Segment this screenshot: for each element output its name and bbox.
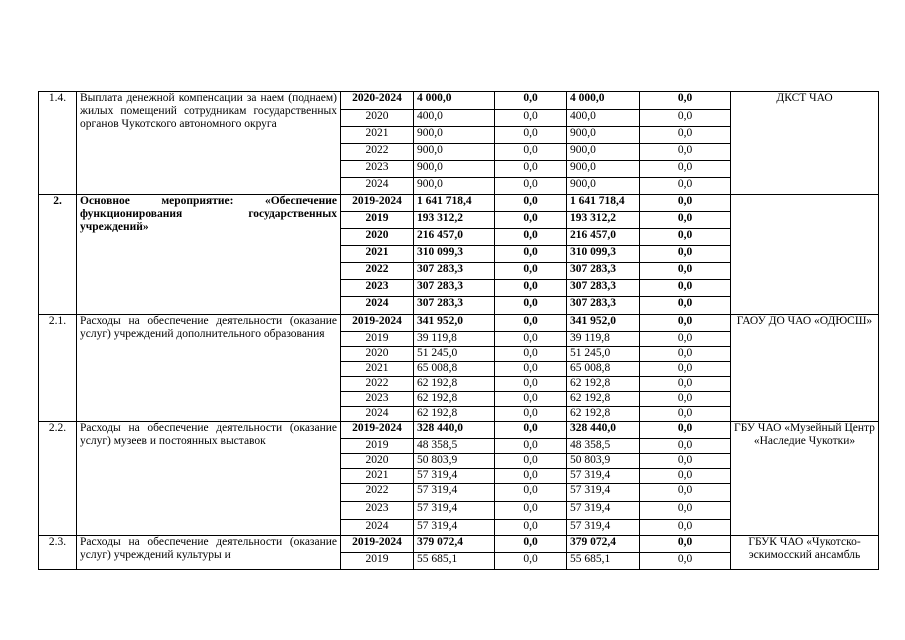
federal-budget-cell: 0,0: [495, 377, 567, 392]
period-cell: 2021: [341, 246, 414, 263]
district-budget-cell: 55 685,1: [567, 553, 640, 570]
federal-budget-cell: 0,0: [495, 484, 567, 502]
item-name: Выплата денежной компенсации за наем (поднаем) жилых помещений сотрудникам государственных органов Чукотского автономного округа: [77, 92, 341, 195]
item-index: 2.2.: [39, 422, 77, 536]
other-sources-cell: 0,0: [640, 246, 731, 263]
federal-budget-cell: 0,0: [495, 178, 567, 195]
federal-budget-cell: 0,0: [495, 407, 567, 422]
other-sources-cell: 0,0: [640, 520, 731, 536]
period-cell: 2020: [341, 454, 414, 469]
federal-budget-cell: 0,0: [495, 195, 567, 212]
federal-budget-cell: 0,0: [495, 315, 567, 332]
period-cell: 2022: [341, 484, 414, 502]
federal-budget-cell: 0,0: [495, 92, 567, 110]
total-cell: 57 319,4: [414, 484, 495, 502]
total-cell: 216 457,0: [414, 229, 495, 246]
period-cell: 2024: [341, 297, 414, 315]
federal-budget-cell: 0,0: [495, 161, 567, 178]
other-sources-cell: 0,0: [640, 195, 731, 212]
district-budget-cell: 328 440,0: [567, 422, 640, 439]
other-sources-cell: 0,0: [640, 347, 731, 362]
total-cell: 307 283,3: [414, 263, 495, 280]
other-sources-cell: 0,0: [640, 127, 731, 144]
other-sources-cell: 0,0: [640, 263, 731, 280]
district-budget-cell: 900,0: [567, 144, 640, 161]
district-budget-cell: 900,0: [567, 178, 640, 195]
federal-budget-cell: 0,0: [495, 212, 567, 229]
district-budget-cell: 57 319,4: [567, 502, 640, 520]
item-index: 2.: [39, 195, 77, 315]
other-sources-cell: 0,0: [640, 332, 731, 347]
district-budget-cell: 65 008,8: [567, 362, 640, 377]
federal-budget-cell: 0,0: [495, 246, 567, 263]
district-budget-cell: 57 319,4: [567, 469, 640, 484]
period-cell: 2020: [341, 347, 414, 362]
period-cell: 2024: [341, 407, 414, 422]
period-cell: 2024: [341, 520, 414, 536]
total-cell: 400,0: [414, 110, 495, 127]
other-sources-cell: 0,0: [640, 362, 731, 377]
federal-budget-cell: 0,0: [495, 362, 567, 377]
period-cell: 2020: [341, 229, 414, 246]
federal-budget-cell: 0,0: [495, 110, 567, 127]
period-cell: 2019: [341, 553, 414, 570]
total-cell: 62 192,8: [414, 407, 495, 422]
total-cell: 328 440,0: [414, 422, 495, 439]
other-sources-cell: 0,0: [640, 502, 731, 520]
federal-budget-cell: 0,0: [495, 347, 567, 362]
other-sources-cell: 0,0: [640, 110, 731, 127]
period-cell: 2019: [341, 439, 414, 454]
period-cell: 2021: [341, 127, 414, 144]
total-cell: 57 319,4: [414, 502, 495, 520]
item-name: Расходы на обеспечение деятельности (оказание услуг) учреждений культуры и: [77, 536, 341, 570]
total-cell: 51 245,0: [414, 347, 495, 362]
federal-budget-cell: 0,0: [495, 439, 567, 454]
other-sources-cell: 0,0: [640, 484, 731, 502]
executor-cell: ГАОУ ДО ЧАО «ОДЮСШ»: [731, 315, 879, 422]
executor-cell: ГБУ ЧАО «Музейный Центр «Наследие Чукотки»: [731, 422, 879, 536]
district-budget-cell: 57 319,4: [567, 520, 640, 536]
period-cell: 2023: [341, 502, 414, 520]
period-cell: 2023: [341, 392, 414, 407]
district-budget-cell: 39 119,8: [567, 332, 640, 347]
other-sources-cell: 0,0: [640, 212, 731, 229]
executor-cell: ДКСТ ЧАО: [731, 92, 879, 195]
federal-budget-cell: 0,0: [495, 263, 567, 280]
total-cell: 341 952,0: [414, 315, 495, 332]
federal-budget-cell: 0,0: [495, 553, 567, 570]
other-sources-cell: 0,0: [640, 280, 731, 297]
table-row: [39, 92, 879, 110]
table-row: [39, 315, 879, 332]
federal-budget-cell: 0,0: [495, 280, 567, 297]
other-sources-cell: 0,0: [640, 454, 731, 469]
table-row: [39, 536, 879, 553]
other-sources-cell: 0,0: [640, 536, 731, 553]
district-budget-cell: 62 192,8: [567, 392, 640, 407]
period-cell: 2019-2024: [341, 195, 414, 212]
other-sources-cell: 0,0: [640, 229, 731, 246]
district-budget-cell: 50 803,9: [567, 454, 640, 469]
federal-budget-cell: 0,0: [495, 392, 567, 407]
total-cell: 39 119,8: [414, 332, 495, 347]
total-cell: 379 072,4: [414, 536, 495, 553]
total-cell: 48 358,5: [414, 439, 495, 454]
district-budget-cell: 400,0: [567, 110, 640, 127]
period-cell: 2022: [341, 263, 414, 280]
period-cell: 2022: [341, 377, 414, 392]
federal-budget-cell: 0,0: [495, 520, 567, 536]
federal-budget-cell: 0,0: [495, 454, 567, 469]
period-cell: 2022: [341, 144, 414, 161]
item-index: 2.3.: [39, 536, 77, 570]
executor-cell: [731, 195, 879, 315]
federal-budget-cell: 0,0: [495, 144, 567, 161]
table-row: [39, 195, 879, 212]
other-sources-cell: 0,0: [640, 407, 731, 422]
district-budget-cell: 193 312,2: [567, 212, 640, 229]
district-budget-cell: 57 319,4: [567, 484, 640, 502]
total-cell: 62 192,8: [414, 392, 495, 407]
district-budget-cell: 900,0: [567, 127, 640, 144]
total-cell: 57 319,4: [414, 469, 495, 484]
other-sources-cell: 0,0: [640, 377, 731, 392]
district-budget-cell: 4 000,0: [567, 92, 640, 110]
federal-budget-cell: 0,0: [495, 422, 567, 439]
total-cell: 310 099,3: [414, 246, 495, 263]
district-budget-cell: 216 457,0: [567, 229, 640, 246]
district-budget-cell: 310 099,3: [567, 246, 640, 263]
other-sources-cell: 0,0: [640, 161, 731, 178]
total-cell: 4 000,0: [414, 92, 495, 110]
district-budget-cell: 1 641 718,4: [567, 195, 640, 212]
item-name: Расходы на обеспечение деятельности (оказание услуг) музеев и постоянных выставок: [77, 422, 341, 536]
item-name: Расходы на обеспечение деятельности (оказание услуг) учреждений дополнительного образования: [77, 315, 341, 422]
total-cell: 50 803,9: [414, 454, 495, 469]
item-index: 2.1.: [39, 315, 77, 422]
district-budget-cell: 62 192,8: [567, 407, 640, 422]
other-sources-cell: 0,0: [640, 297, 731, 315]
total-cell: 900,0: [414, 178, 495, 195]
federal-budget-cell: 0,0: [495, 536, 567, 553]
total-cell: 57 319,4: [414, 520, 495, 536]
total-cell: 193 312,2: [414, 212, 495, 229]
federal-budget-cell: 0,0: [495, 502, 567, 520]
federal-budget-cell: 0,0: [495, 229, 567, 246]
total-cell: 900,0: [414, 127, 495, 144]
period-cell: 2019-2024: [341, 422, 414, 439]
period-cell: 2024: [341, 178, 414, 195]
total-cell: 900,0: [414, 144, 495, 161]
other-sources-cell: 0,0: [640, 92, 731, 110]
other-sources-cell: 0,0: [640, 553, 731, 570]
total-cell: 55 685,1: [414, 553, 495, 570]
period-cell: 2021: [341, 362, 414, 377]
budget-table: [38, 91, 879, 570]
district-budget-cell: 51 245,0: [567, 347, 640, 362]
other-sources-cell: 0,0: [640, 439, 731, 454]
period-cell: 2019-2024: [341, 315, 414, 332]
total-cell: 1 641 718,4: [414, 195, 495, 212]
executor-cell: ГБУК ЧАО «Чукотско-эскимосский ансамбль: [731, 536, 879, 570]
district-budget-cell: 307 283,3: [567, 263, 640, 280]
item-index: 1.4.: [39, 92, 77, 195]
period-cell: 2021: [341, 469, 414, 484]
period-cell: 2019: [341, 212, 414, 229]
total-cell: 62 192,8: [414, 377, 495, 392]
period-cell: 2020: [341, 110, 414, 127]
district-budget-cell: 48 358,5: [567, 439, 640, 454]
total-cell: 307 283,3: [414, 297, 495, 315]
table-row: [39, 422, 879, 439]
federal-budget-cell: 0,0: [495, 297, 567, 315]
federal-budget-cell: 0,0: [495, 127, 567, 144]
period-cell: 2023: [341, 161, 414, 178]
district-budget-cell: 62 192,8: [567, 377, 640, 392]
period-cell: 2019: [341, 332, 414, 347]
total-cell: 307 283,3: [414, 280, 495, 297]
district-budget-cell: 341 952,0: [567, 315, 640, 332]
federal-budget-cell: 0,0: [495, 332, 567, 347]
federal-budget-cell: 0,0: [495, 469, 567, 484]
period-cell: 2023: [341, 280, 414, 297]
district-budget-cell: 379 072,4: [567, 536, 640, 553]
total-cell: 900,0: [414, 161, 495, 178]
other-sources-cell: 0,0: [640, 469, 731, 484]
district-budget-cell: 307 283,3: [567, 297, 640, 315]
period-cell: 2019-2024: [341, 536, 414, 553]
other-sources-cell: 0,0: [640, 392, 731, 407]
district-budget-cell: 307 283,3: [567, 280, 640, 297]
period-cell: 2020-2024: [341, 92, 414, 110]
other-sources-cell: 0,0: [640, 144, 731, 161]
other-sources-cell: 0,0: [640, 422, 731, 439]
item-name: Основное мероприятие: «Обеспечение функционирования государственных учреждений»: [77, 195, 341, 315]
district-budget-cell: 900,0: [567, 161, 640, 178]
other-sources-cell: 0,0: [640, 315, 731, 332]
other-sources-cell: 0,0: [640, 178, 731, 195]
total-cell: 65 008,8: [414, 362, 495, 377]
